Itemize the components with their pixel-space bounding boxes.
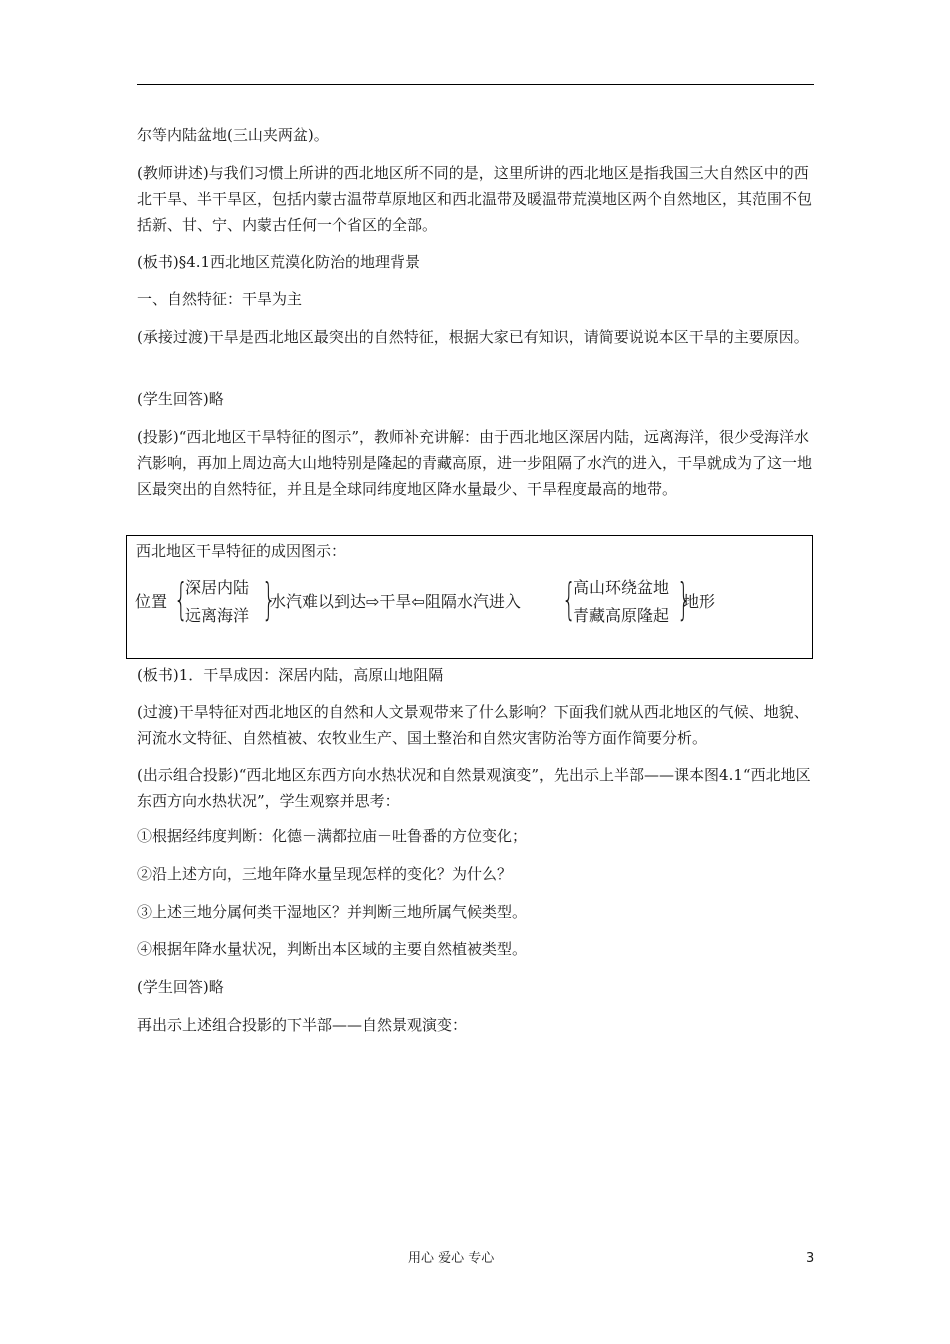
paragraph-projection-explanation: (投影)“西北地区干旱特征的图示”，教师补充讲解：由于西北地区深居内陆，远离海洋，很少受海洋水汽影响，再加上周边高大山地特别是隆起的青藏高原，进一步阻隔了水汽的进入，干旱就成为了这一地区最突出的自然特征，并且是全球同纬度地区降水量最少、干旱程度最高的地带。 [137, 428, 813, 498]
right-close-brace-icon: } [677, 574, 691, 625]
question-item-3: ③上述三地分属何类干湿地区？并判断三地所属气候类型。 [137, 903, 528, 921]
paragraph-teacher-narration: (教师讲述)与我们习惯上所讲的西北地区所不同的是，这里所讲的西北地区是指我国三大自然区中的西北干旱、半干旱区，包括内蒙古温带草原地区和西北温带及暖温带荒漠地区两个自然地区，其范围不包括新、甘、宁、内蒙古任何一个省区的全部。 [137, 164, 813, 234]
left-open-brace-icon: { [174, 574, 188, 625]
paragraph-combined-projection: (出示组合投影)“西北地区东西方向水热状况和自然景观演变”，先出示上半部——课本图4.1“西北地区东西方向水热状况”，学生观察并思考： [137, 766, 811, 810]
paragraph-board-title: (板书)§4.1西北地区荒漠化防治的地理背景 [137, 253, 421, 271]
diagram-center-chain: 水汽难以到达⇨干旱⇦阻隔水汽进入 [270, 592, 521, 611]
terrain-label: 地形 [683, 592, 716, 611]
right-open-brace-icon: { [562, 574, 576, 625]
footer-motto: 用心 爱心 专心 [408, 1251, 495, 1266]
paragraph-board-drought-cause: (板书)1．干旱成因：深居内陆，高原山地阻隔 [137, 666, 444, 684]
header-rule [137, 84, 814, 85]
position-item-inland: 深居内陆 [185, 578, 250, 597]
page-number: 3 [806, 1251, 815, 1266]
section-heading-natural-features: 一、自然特征：干旱为主 [137, 290, 303, 308]
paragraph-student-answer: (学生回答)略 [137, 390, 224, 408]
paragraph-transition-impact: (过渡)干旱特征对西北地区的自然和人文景观带来了什么影响？下面我们就从西北地区的气候、地貌、河流水文特征、自然植被、农牧业生产、国土整治和自然灾害防治等方面作简要分析。 [137, 703, 809, 747]
paragraph-lower-half-intro: 再出示上述组合投影的下半部——自然景观演变： [137, 1016, 468, 1034]
diagram-title: 西北地区干旱特征的成因图示： [136, 542, 347, 560]
question-item-1: ①根据经纬度判断：化德－满都拉庙－吐鲁番的方位变化； [137, 827, 528, 845]
position-label: 位置 [135, 592, 168, 611]
position-item-far-from-sea: 远离海洋 [185, 606, 250, 625]
drought-cause-diagram [126, 535, 813, 659]
terrain-item-mountains: 高山环绕盆地 [573, 578, 670, 597]
paragraph-student-answer-2: (学生回答)略 [137, 978, 224, 996]
question-item-4: ④根据年降水量状况，判断出本区域的主要自然植被类型。 [137, 940, 528, 958]
terrain-item-plateau: 青藏高原隆起 [573, 606, 670, 625]
paragraph-continuation: 尔等内陆盆地(三山夹两盆)。 [137, 126, 329, 144]
diagram-flow [127, 570, 812, 630]
left-close-brace-icon: } [262, 574, 276, 625]
question-item-2: ②沿上述方向，三地年降水量呈现怎样的变化？为什么？ [137, 865, 513, 883]
paragraph-transition-question: (承接过渡)干旱是西北地区最突出的自然特征，根据大家已有知识，请简要说说本区干旱的主要原因。 [137, 328, 809, 346]
